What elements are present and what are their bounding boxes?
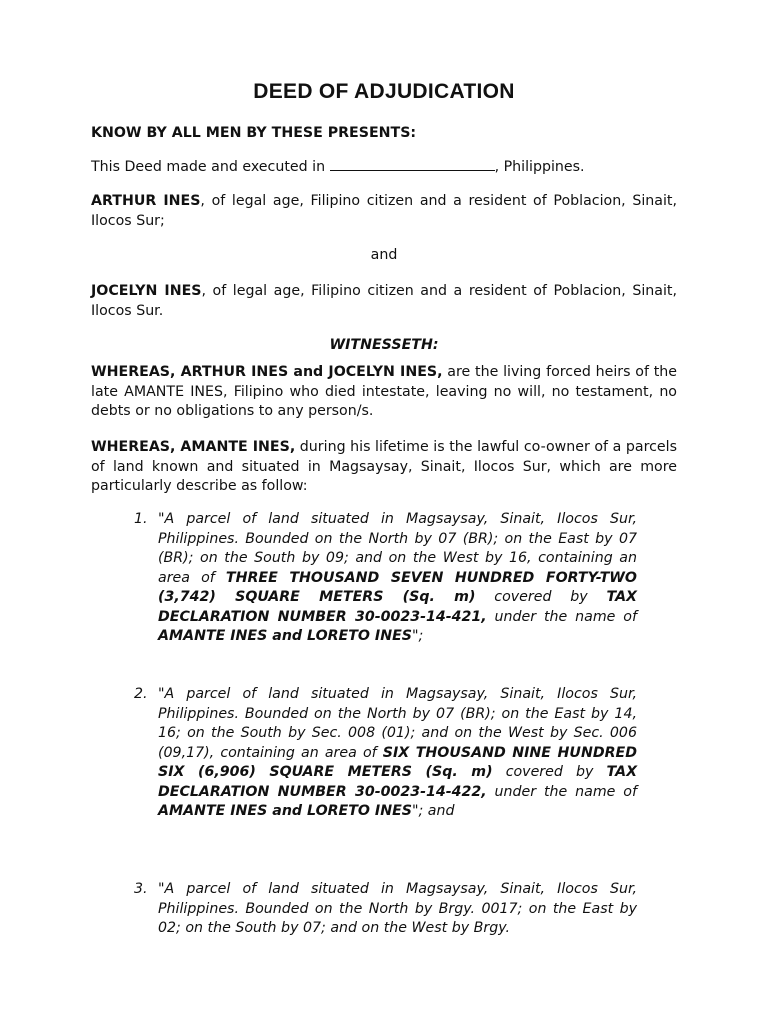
intro-text-before: This Deed made and executed in — [91, 159, 330, 175]
parcel-item-1 — [134, 510, 637, 647]
intro-text-after: , Philippines. — [494, 159, 585, 175]
parcel-item-body — [158, 880, 637, 939]
parcel-text: "A parcel of land situated in Magsaysay, Sinait, Ilocos Sur, Philippines. Bounded on the North by Brgy. 0017; on the East by 02; on the South by 07; and on the West by Brgy. — [158, 881, 637, 936]
know-all-heading — [91, 124, 677, 144]
parcel-tax-declaration: TAX DECLARATION NUMBER 30-0023-14-421, — [158, 589, 637, 625]
party2-paragraph — [91, 282, 677, 321]
parcel-area: SIX THOUSAND NINE HUNDRED SIX (6,906) SQUARE METERS (Sq. m) — [158, 744, 637, 780]
parcel-text: "; — [411, 628, 424, 644]
witnesseth-heading — [91, 336, 677, 356]
party1-details: , of legal age, Filipino citizen and a resident of Poblacion, Sinait, Ilocos Sur; — [91, 193, 678, 229]
parcel-item-2 — [134, 685, 637, 822]
parcel-text: "; and — [411, 803, 455, 819]
parcel-text: under the name of — [486, 608, 637, 625]
parcel-item-number: 3. — [134, 881, 148, 897]
parcel-owner: AMANTE INES and LORETO INES — [158, 803, 412, 819]
whereas1-text: are the living forced heirs of the late AMANTE INES, Filipino who died intestate, leaving no will, no testament, no debts or no obligations to any person/s. — [91, 364, 678, 419]
intro-paragraph — [91, 158, 677, 178]
parcel-tax-declaration: TAX DECLARATION NUMBER 30-0023-14-422, — [158, 764, 638, 800]
whereas2-text: during his lifetime is the lawful co-owner of a parcels of land known and situated in Magsaysay, Sinait, Ilocos Sur, which are more particularly describe as follow: — [91, 439, 677, 494]
parcel-item-3 — [134, 880, 637, 939]
parcel-item-number: 1. — [134, 511, 148, 527]
parcel-item-body — [158, 685, 637, 822]
whereas-paragraph-2 — [91, 438, 677, 497]
parcel-text: "A parcel of land situated in Magsaysay, Sinait, Ilocos Sur, Philippines. Bounded on the North by 07 (BR); on the East by 07 (BR); on the South by 09; and on the West by 16, containing an area of — [158, 511, 637, 586]
parcel-item-body — [158, 510, 637, 647]
parcel-owner: AMANTE INES and LORETO INES — [158, 628, 412, 644]
place-blank-line — [330, 158, 495, 171]
document-title: DEED OF ADJUDICATION — [253, 80, 515, 103]
parcel-text: under the name of — [486, 783, 637, 800]
witnesseth-text: WITNESSETH: — [329, 337, 439, 353]
parcel-item-number: 2. — [134, 686, 148, 702]
and-connector: and — [370, 247, 398, 263]
whereas2-bold: WHEREAS, AMANTE INES, — [91, 439, 296, 455]
party1-name: ARTHUR INES — [91, 193, 201, 209]
parcel-text: "A parcel of land situated in Magsaysay, Sinait, Ilocos Sur, Philippines. Bounded on the North by 07 (BR); on the East by 14, 16; on the South by Sec. 008 (01); and on the West by Sec. 006 (09,17), containing an area of — [158, 686, 637, 761]
parcel-text: covered by — [475, 589, 607, 605]
parcel-area: THREE THOUSAND SEVEN HUNDRED FORTY-TWO (3,742) SQUARE METERS (Sq. m) — [158, 569, 637, 605]
party1-paragraph — [91, 192, 677, 231]
whereas-paragraph-1 — [91, 363, 677, 422]
whereas1-bold: WHEREAS, ARTHUR INES and JOCELYN INES, — [91, 364, 443, 380]
party2-details: , of legal age, Filipino citizen and a resident of Poblacion, Sinait, Ilocos Sur. — [91, 283, 678, 319]
know-all-text: KNOW BY ALL MEN BY THESE PRESENTS: — [91, 125, 417, 141]
party2-name: JOCELYN INES — [91, 283, 202, 299]
parcel-text: covered by — [492, 764, 607, 780]
